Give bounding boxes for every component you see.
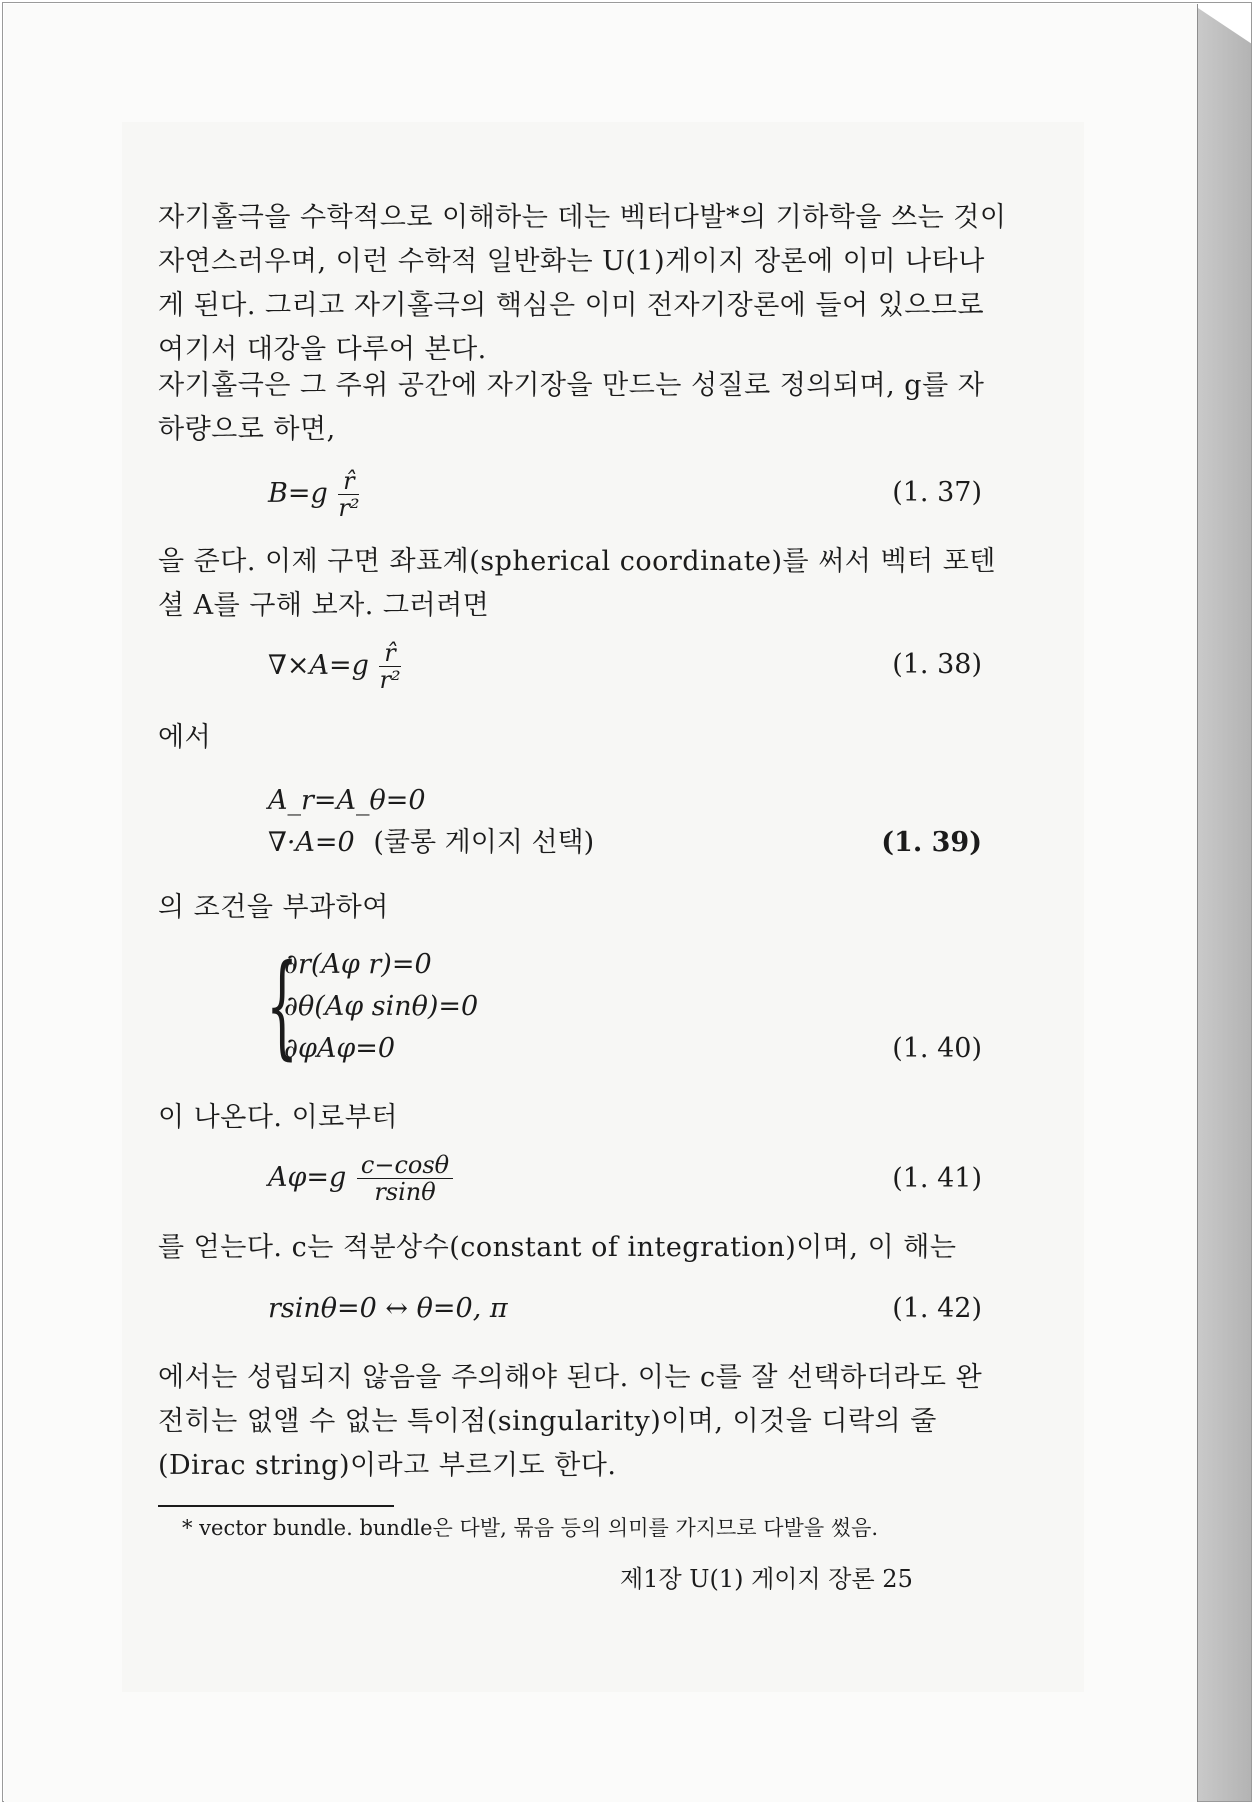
eq-1-41-num: c−cosθ (357, 1152, 453, 1179)
eq-1-41-den: rsinθ (374, 1178, 436, 1206)
paragraph-1: 자기홀극을 수학적으로 이해하는 데는 벡터다발*의 기하학을 쓰는 것이 자연스러우며, 이런 수학적 일반화는 U(1)게이지 장론에 이미 나타나게 된다. 그리고 자기홀극의 핵심은 이미 전자기장론에 들어 있으므로 여기서 대강을 다루어 본다. (158, 202, 1007, 365)
equation-1-41 (268, 1152, 453, 1205)
equation-1-38 (268, 640, 401, 693)
eq-number-1-39: (1. 39) (881, 827, 982, 858)
eq-1-39-line2 (268, 826, 594, 860)
eq-number-1-41: (1. 41) (892, 1163, 982, 1194)
eq-1-37-den: r² (338, 494, 360, 522)
eq-number-1-38: (1. 38) (892, 649, 982, 680)
eq-1-40-line3: ∂φAφ=0 (284, 1033, 396, 1064)
eq-number-1-42: (1. 42) (892, 1293, 982, 1324)
paragraph-6: 이 나온다. 이로부터 (158, 1102, 398, 1133)
eq-1-37-lhs: B=g (268, 478, 328, 509)
eq-1-37-num: r̂ (338, 468, 359, 495)
eq-1-39-math: ∇·A=0 (268, 827, 355, 858)
eq-1-38-den: r² (379, 666, 401, 694)
paragraph-5: 의 조건을 부과하여 (158, 892, 389, 923)
footnote: * vector bundle. bundle은 다발, 묶음 등의 의미를 가지므로 다발을 썼음. (182, 1516, 879, 1540)
eq-number-1-40: (1. 40) (892, 1033, 982, 1064)
eq-1-41-lhs: Aφ=g (268, 1162, 347, 1193)
paragraph-7: 를 얻는다. c는 적분상수(constant of integration)이며, 이 해는 (158, 1232, 957, 1263)
paragraph-3: 을 준다. 이제 구면 좌표계(spherical coordinate)를 써서 벡터 포텐셜 A를 구해 보자. 그러려면 (158, 546, 996, 621)
eq-number-1-37: (1. 37) (892, 477, 982, 508)
equation-1-37 (268, 468, 359, 521)
eq-1-38-fraction (379, 640, 400, 693)
footnote-rule (158, 1505, 394, 1507)
eq-1-40-line2: ∂θ(Aφ sinθ)=0 (284, 991, 479, 1022)
running-footer: 제1장 U(1) 게이지 장론 25 (620, 1565, 913, 1593)
left-brace: { (266, 941, 299, 1071)
eq-1-41-fraction (357, 1152, 453, 1205)
eq-1-37-fraction (338, 468, 359, 521)
paragraph-8: 에서는 성립되지 않음을 주의해야 된다. 이는 c를 잘 선택하더라도 완전히는 없앨 수 없는 특이점(singularity)이며, 이것을 디락의 줄(Dirac string)이라고 부르기도 한다. (158, 1362, 983, 1481)
paragraph-2: 자기홀극은 그 주위 공간에 자기장을 만드는 성질로 정의되며, g를 자하량으로 하면, (158, 370, 985, 445)
eq-1-38-num: r̂ (379, 640, 400, 667)
eq-1-38-lhs: ∇×A=g (268, 650, 369, 681)
paragraph-4: 에서 (158, 722, 212, 753)
eq-1-39-note: (쿨롱 게이지 선택) (373, 827, 595, 858)
eq-1-40-line1: ∂r(Aφ r)=0 (284, 949, 432, 980)
eq-1-39-line1: A_r=A_θ=0 (268, 785, 426, 816)
equation-1-42: rsinθ=0 ↔ θ=0, π (268, 1293, 508, 1324)
